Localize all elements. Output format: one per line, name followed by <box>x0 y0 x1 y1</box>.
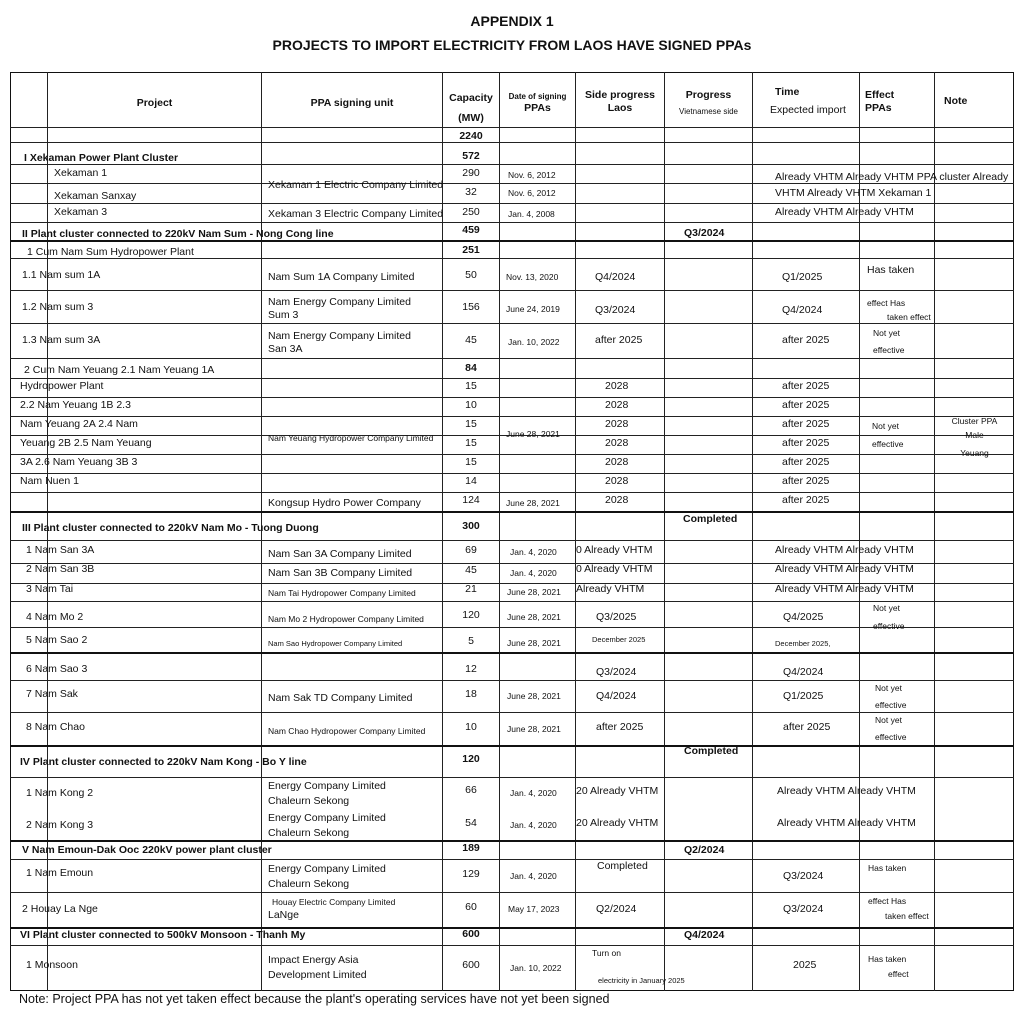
import-time: Q1/2025 <box>782 271 823 283</box>
effect-status-line2: effective <box>875 732 907 742</box>
effect-status-line2: effective <box>872 439 904 449</box>
ppa-unit: Nam San 3B Company Limited <box>268 567 413 579</box>
effect-status: effect Has <box>867 298 906 308</box>
header-time-l2: Expected import <box>770 104 846 116</box>
ppa-unit: Energy Company Limited <box>268 863 386 875</box>
ppa-unit: Impact Energy Asia <box>268 954 359 966</box>
ppa-unit: Xekaman 1 Electric Company Limited <box>268 179 444 191</box>
laos-progress: Q4/2024 <box>596 690 637 702</box>
signing-date: June 28, 2021 <box>507 587 561 597</box>
row-line <box>10 203 1014 204</box>
effect-status: Has taken <box>867 264 915 276</box>
header-note: Note <box>944 95 968 107</box>
signing-date: June 28, 2021 <box>507 724 561 734</box>
project-name: 1 Nam Kong 2 <box>26 787 94 799</box>
ppa-unit: Houay Electric Company Limited <box>272 897 396 907</box>
ppa-table <box>10 72 1014 991</box>
section-capacity: 572 <box>462 150 480 162</box>
row-line <box>10 745 1014 747</box>
effect-status: Not yet <box>872 421 899 431</box>
row-line <box>10 492 1014 493</box>
row-line <box>10 680 1014 681</box>
import-time: after 2025 <box>782 334 830 346</box>
capacity-value: 18 <box>465 688 477 700</box>
capacity-value: 12 <box>465 663 477 675</box>
laos-progress: Q4/2024 <box>595 271 636 283</box>
laos-progress-line2: electricity in January 2025 <box>598 976 685 985</box>
row-line <box>10 945 1014 946</box>
capacity-value: 14 <box>465 475 477 487</box>
project-name: Hydropower Plant <box>20 380 104 392</box>
import-time: after 2025 <box>782 418 830 430</box>
col-line <box>664 72 665 991</box>
project-name: Yeuang 2B 2.5 Nam Yeuang <box>20 437 152 449</box>
project-name: 3A 2.6 Nam Yeuang 3B 3 <box>20 456 138 468</box>
laos-progress: 2028 <box>605 380 629 392</box>
col-line <box>499 72 500 991</box>
capacity-value: 32 <box>465 186 477 198</box>
section-vn-progress: Completed <box>684 745 739 757</box>
effect-status: Has taken <box>868 954 907 964</box>
effect-status-line2: effective <box>875 700 907 710</box>
row-line <box>10 416 1014 417</box>
col-line <box>575 72 576 991</box>
import-time: Already VHTM Already VHTM <box>777 785 916 797</box>
signing-date: Jan. 10, 2022 <box>508 337 560 347</box>
signing-date: June 28, 2021 <box>507 638 561 648</box>
import-time: Q4/2024 <box>782 304 823 316</box>
project-name: 2.2 Nam Yeuang 1B 2.3 <box>20 399 131 411</box>
effect-status: Not yet <box>875 715 902 725</box>
section-title: II Plant cluster connected to 220kV Nam Sum - Nong Cong line <box>22 228 334 240</box>
row-line <box>10 454 1014 455</box>
signing-date: Nov. 6, 2012 <box>508 188 556 198</box>
capacity-value: 15 <box>465 456 477 468</box>
signing-date: Jan. 4, 2008 <box>508 209 555 219</box>
header-capacity-unit: (MW) <box>458 112 484 124</box>
row-line <box>10 712 1014 713</box>
row-line <box>10 290 1014 291</box>
ppa-unit-line2: San 3A <box>268 343 303 355</box>
laos-progress: Q3/2024 <box>596 666 637 678</box>
capacity-value: 21 <box>465 583 477 595</box>
section-capacity: 300 <box>462 520 480 532</box>
capacity-value: 66 <box>465 784 477 796</box>
laos-progress: 2028 <box>605 399 629 411</box>
project-name: 3 Nam Tai <box>26 583 74 595</box>
header-laos-l2: Laos <box>607 102 633 114</box>
project-name: 1 Nam Emoun <box>26 867 94 879</box>
capacity-value: 156 <box>462 301 480 313</box>
row-line <box>10 511 1014 513</box>
ppa-unit: Kongsup Hydro Power Company <box>268 497 421 509</box>
laos-progress: after 2025 <box>595 334 643 346</box>
section-capacity: 120 <box>462 753 480 765</box>
import-time: Already VHTM Already VHTM PPA cluster Already <box>775 171 1009 183</box>
capacity-value: 54 <box>465 817 477 829</box>
capacity-value: 120 <box>462 609 480 621</box>
row-line <box>10 222 1014 223</box>
laos-progress: 2028 <box>605 418 629 430</box>
signing-date: Jan. 4, 2020 <box>510 871 557 881</box>
project-name: 1.1 Nam sum 1A <box>22 269 101 281</box>
row-line <box>10 323 1014 324</box>
ppa-unit: Nam Energy Company Limited <box>268 296 411 308</box>
row-line <box>10 142 1014 143</box>
project-name: 1 Nam San 3A <box>26 544 95 556</box>
ppa-unit: Nam San 3A Company Limited <box>268 548 412 560</box>
capacity-value: 129 <box>462 868 480 880</box>
import-time: 2025 <box>793 959 817 971</box>
capacity-value: 45 <box>465 564 477 576</box>
header-date-l1: Date of signing <box>508 92 567 101</box>
import-time: Q3/2024 <box>783 903 824 915</box>
effect-status: Not yet <box>875 683 902 693</box>
row-line <box>10 358 1014 359</box>
capacity-value: 15 <box>465 418 477 430</box>
header-vn-l2: Vietnamese side <box>679 107 738 116</box>
project-name: Xekaman Sanxay <box>54 190 137 202</box>
header-ppa-unit: PPA signing unit <box>310 97 394 109</box>
import-time: Q4/2024 <box>783 666 824 678</box>
note-text-line3: Yeuang <box>960 448 989 458</box>
ppa-unit-line2: Sum 3 <box>268 309 299 321</box>
effect-status: Has taken <box>868 863 907 873</box>
project-name: 1.3 Nam sum 3A <box>22 334 101 346</box>
effect-status-line2: taken effect <box>887 312 931 322</box>
import-time: after 2025 <box>782 475 830 487</box>
footnote: Note: Project PPA has not yet taken effect because the plant's operating services have not yet been signed <box>19 992 610 1006</box>
signing-date: June 24, 2019 <box>506 304 560 314</box>
signing-date: Jan. 4, 2020 <box>510 788 557 798</box>
section-vn-progress: Q2/2024 <box>684 844 725 856</box>
capacity-value: 250 <box>462 206 480 218</box>
import-time: after 2025 <box>783 721 831 733</box>
section-capacity: 251 <box>462 244 480 256</box>
capacity-value: 60 <box>465 901 477 913</box>
note-text: Cluster PPA <box>951 416 998 426</box>
signing-date: June 28, 2021 <box>506 429 560 439</box>
row-line <box>10 473 1014 474</box>
signing-date: May 17, 2023 <box>508 904 560 914</box>
section-capacity: 459 <box>462 224 480 236</box>
ppa-unit: Nam Chao Hydropower Company Limited <box>268 726 426 736</box>
project-name: 8 Nam Chao <box>26 721 85 733</box>
project-name: 1 Monsoon <box>26 959 78 971</box>
import-time: Already VHTM Already VHTM <box>775 544 914 556</box>
laos-progress: December 2025 <box>592 635 646 644</box>
capacity-value: 124 <box>462 494 480 506</box>
capacity-value: 290 <box>462 167 480 179</box>
import-time: after 2025 <box>782 399 830 411</box>
project-name: 4 Nam Mo 2 <box>26 611 84 623</box>
project-name: 1.2 Nam sum 3 <box>22 301 94 313</box>
project-name: Nam Nuen 1 <box>20 475 79 487</box>
subcluster-title: 2 Cum Nam Yeuang 2.1 Nam Yeuang 1A <box>24 364 215 376</box>
signing-date: Nov. 13, 2020 <box>506 272 559 282</box>
ppa-unit: Xekaman 3 Electric Company Limited <box>268 208 444 220</box>
ppa-unit: Nam Sak TD Company Limited <box>268 692 413 704</box>
import-time: VHTM Already VHTM Xekaman 1 <box>775 187 932 199</box>
section-vn-progress: Completed <box>683 513 738 525</box>
laos-progress: 0 Already VHTM <box>576 544 653 556</box>
ppa-unit: Energy Company Limited <box>268 812 386 824</box>
project-name: 7 Nam Sak <box>26 688 78 700</box>
project-name: 2 Nam San 3B <box>26 563 95 575</box>
signing-date: Jan. 10, 2022 <box>510 963 562 973</box>
import-time: Q3/2024 <box>783 870 824 882</box>
ppa-unit-line2: Chaleurn Sekong <box>268 795 350 807</box>
capacity-value: 69 <box>465 544 477 556</box>
import-time: Q1/2025 <box>783 690 824 702</box>
header-project: Project <box>136 97 173 109</box>
header-effect-l2: PPAs <box>865 102 892 114</box>
laos-progress: 20 Already VHTM <box>576 785 659 797</box>
capacity-value: 600 <box>462 959 480 971</box>
row-line <box>10 627 1014 628</box>
section-vn-progress: Q3/2024 <box>684 227 725 239</box>
laos-progress: 2028 <box>605 475 629 487</box>
capacity-value: 10 <box>465 399 477 411</box>
col-line <box>752 72 753 991</box>
header-capacity: Capacity <box>449 92 493 104</box>
import-time: Q4/2025 <box>783 611 824 623</box>
signing-date: Nov. 6, 2012 <box>508 170 556 180</box>
laos-progress: 2028 <box>605 437 629 449</box>
laos-progress: Q3/2024 <box>595 304 636 316</box>
project-name: Xekaman 1 <box>54 167 108 179</box>
ppa-unit: Nam Mo 2 Hydropower Company Limited <box>268 614 424 624</box>
capacity-value: 15 <box>465 380 477 392</box>
laos-progress: Completed <box>597 860 648 872</box>
project-name: Xekaman 3 <box>54 206 108 218</box>
header-time-l1: Time <box>775 86 800 98</box>
total-capacity: 2240 <box>459 130 483 142</box>
ppa-unit: Nam Yeuang Hydropower Company Limited <box>268 433 434 443</box>
ppa-unit-line2: LaNge <box>268 909 299 921</box>
laos-progress: Q2/2024 <box>596 903 637 915</box>
signing-date: June 28, 2021 <box>507 612 561 622</box>
ppa-unit: Nam Sum 1A Company Limited <box>268 271 415 283</box>
header-effect-l1: Effect <box>865 89 895 101</box>
effect-status-line2: effective <box>873 345 905 355</box>
import-time: Already VHTM Already VHTM <box>777 817 916 829</box>
ppa-unit-line2: Chaleurn Sekong <box>268 878 350 890</box>
section-capacity: 600 <box>462 928 480 940</box>
ppa-unit: Energy Company Limited <box>268 780 386 792</box>
import-time: after 2025 <box>782 380 830 392</box>
section-vn-progress: Q4/2024 <box>684 929 725 941</box>
header-vn-l1: Progress <box>685 89 732 101</box>
laos-progress: Turn on <box>592 948 621 958</box>
section-title: I Xekaman Power Plant Cluster <box>24 152 179 164</box>
signing-date: June 28, 2021 <box>507 691 561 701</box>
ppa-unit-line2: Chaleurn Sekong <box>268 827 350 839</box>
import-time: December 2025, <box>775 639 831 648</box>
subcluster-title: 1 Cum Nam Sum Hydropower Plant <box>27 246 194 258</box>
section-title: IV Plant cluster connected to 220kV Nam Kong - Bo Y line <box>20 756 307 768</box>
signing-date: Jan. 4, 2020 <box>510 820 557 830</box>
col-line <box>934 72 935 991</box>
capacity-value: 10 <box>465 721 477 733</box>
import-time: after 2025 <box>782 437 830 449</box>
laos-progress: 2028 <box>605 494 629 506</box>
effect-status-line2: effect <box>888 969 909 979</box>
signing-date: Jan. 4, 2020 <box>510 547 557 557</box>
project-name: 2 Nam Kong 3 <box>26 819 94 831</box>
header-date-l2: PPAs <box>524 102 551 114</box>
capacity-value: 15 <box>465 437 477 449</box>
import-time: Already VHTM Already VHTM <box>775 206 914 218</box>
laos-progress: Q3/2025 <box>596 611 637 623</box>
row-line <box>10 892 1014 893</box>
effect-status: effect Has <box>868 896 907 906</box>
ppa-unit-line2: Development Limited <box>268 969 367 981</box>
row-line <box>10 859 1014 860</box>
capacity-value: 50 <box>465 269 477 281</box>
section-capacity: 189 <box>462 842 480 854</box>
project-name: Nam Yeuang 2A 2.4 Nam <box>20 418 138 430</box>
laos-progress: 20 Already VHTM <box>576 817 659 829</box>
appendix-subtitle: PROJECTS TO IMPORT ELECTRICITY FROM LAOS HAVE SIGNED PPAs <box>272 37 752 53</box>
import-time: Already VHTM Already VHTM <box>775 583 914 595</box>
header-laos-l1: Side progress <box>584 89 656 101</box>
laos-progress: Already VHTM <box>576 583 645 595</box>
ppa-unit: Nam Tai Hydropower Company Limited <box>268 588 416 598</box>
row-line <box>10 840 1014 842</box>
capacity-value: 5 <box>468 635 474 647</box>
import-time: Already VHTM Already VHTM <box>775 563 914 575</box>
section-title: VI Plant cluster connected to 500kV Monsoon - Thanh My <box>20 929 306 941</box>
section-capacity: 84 <box>465 362 477 374</box>
signing-date: June 28, 2021 <box>506 498 560 508</box>
row-line <box>10 540 1014 541</box>
section-title: V Nam Emoun-Dak Ooc 220kV power plant cluster <box>22 844 272 856</box>
row-line <box>10 127 1014 128</box>
project-name: 2 Houay La Nge <box>22 903 98 915</box>
project-name: 5 Nam Sao 2 <box>26 634 88 646</box>
row-line <box>10 652 1014 654</box>
section-title: III Plant cluster connected to 220kV Nam Mo - Tuong Duong <box>22 522 319 534</box>
row-line <box>10 777 1014 778</box>
effect-status-line2: taken effect <box>885 911 929 921</box>
ppa-unit: Nam Energy Company Limited <box>268 330 411 342</box>
laos-progress: 2028 <box>605 456 629 468</box>
import-time: after 2025 <box>782 494 830 506</box>
row-line <box>10 397 1014 398</box>
laos-progress: after 2025 <box>596 721 644 733</box>
note-text-line2: Male <box>965 430 984 440</box>
laos-progress: 0 Already VHTM <box>576 563 653 575</box>
effect-status: Not yet <box>873 328 900 338</box>
effect-status: Not yet <box>873 603 900 613</box>
ppa-unit: Nam Sao Hydropower Company Limited <box>268 639 403 648</box>
import-time: after 2025 <box>782 456 830 468</box>
row-line <box>10 378 1014 379</box>
row-line <box>10 601 1014 602</box>
appendix-title: APPENDIX 1 <box>470 13 554 29</box>
capacity-value: 45 <box>465 334 477 346</box>
signing-date: Jan. 4, 2020 <box>510 568 557 578</box>
project-name: 6 Nam Sao 3 <box>26 663 88 675</box>
effect-status-line2: effective <box>873 621 905 631</box>
